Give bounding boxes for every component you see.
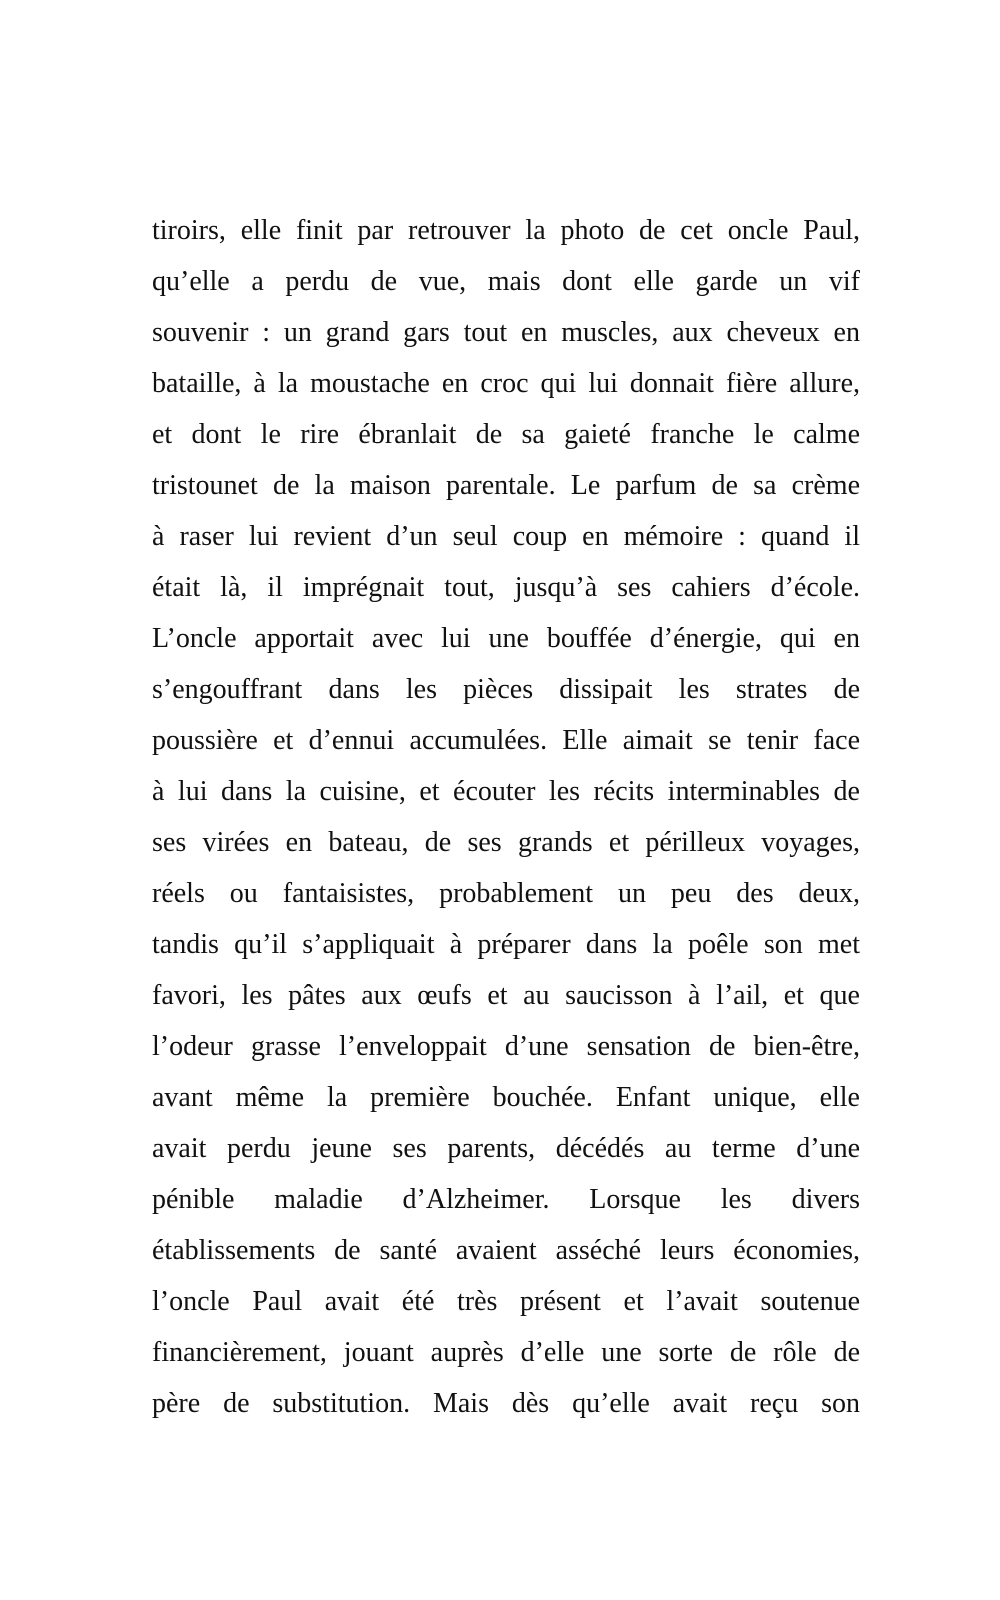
text-line: s’engouffrant dans les pièces dissipait les strates de <box>152 674 860 705</box>
text-line: l’odeur grasse l’enveloppait d’une sensation de bien-être, <box>152 1031 860 1062</box>
text-line: tiroirs, elle finit par retrouver la photo de cet oncle Paul, <box>152 215 860 246</box>
text-line: L’oncle apportait avec lui une bouffée d’énergie, qui en <box>152 623 860 654</box>
body-text <box>152 205 860 1429</box>
text-line: père de substitution. Mais dès qu’elle avait reçu son <box>152 1388 860 1419</box>
text-line: bataille, à la moustache en croc qui lui donnait fière allure, <box>152 368 860 399</box>
text-line: à lui dans la cuisine, et écouter les récits interminables de <box>152 776 860 807</box>
text-line: qu’elle a perdu de vue, mais dont elle garde un vif <box>152 266 860 297</box>
text-line: tristounet de la maison parentale. Le parfum de sa crème <box>152 470 860 501</box>
text-line: avant même la première bouchée. Enfant unique, elle <box>152 1082 860 1113</box>
text-line: pénible maladie d’Alzheimer. Lorsque les divers <box>152 1184 860 1215</box>
text-line: avait perdu jeune ses parents, décédés au terme d’une <box>152 1133 860 1164</box>
text-line: financièrement, jouant auprès d’elle une sorte de rôle de <box>152 1337 860 1368</box>
text-line: souvenir : un grand gars tout en muscles, aux cheveux en <box>152 317 860 348</box>
text-line: était là, il imprégnait tout, jusqu’à ses cahiers d’école. <box>152 572 860 603</box>
text-line: ses virées en bateau, de ses grands et périlleux voyages, <box>152 827 860 858</box>
text-line: établissements de santé avaient asséché leurs économies, <box>152 1235 860 1266</box>
text-line: réels ou fantaisistes, probablement un peu des deux, <box>152 878 860 909</box>
text-line: et dont le rire ébranlait de sa gaieté franche le calme <box>152 419 860 450</box>
text-line: l’oncle Paul avait été très présent et l’avait soutenue <box>152 1286 860 1317</box>
text-line: tandis qu’il s’appliquait à préparer dans la poêle son met <box>152 929 860 960</box>
text-line: à raser lui revient d’un seul coup en mémoire : quand il <box>152 521 860 552</box>
text-line: favori, les pâtes aux œufs et au saucisson à l’ail, et que <box>152 980 860 1011</box>
text-line: poussière et d’ennui accumulées. Elle aimait se tenir face <box>152 725 860 756</box>
